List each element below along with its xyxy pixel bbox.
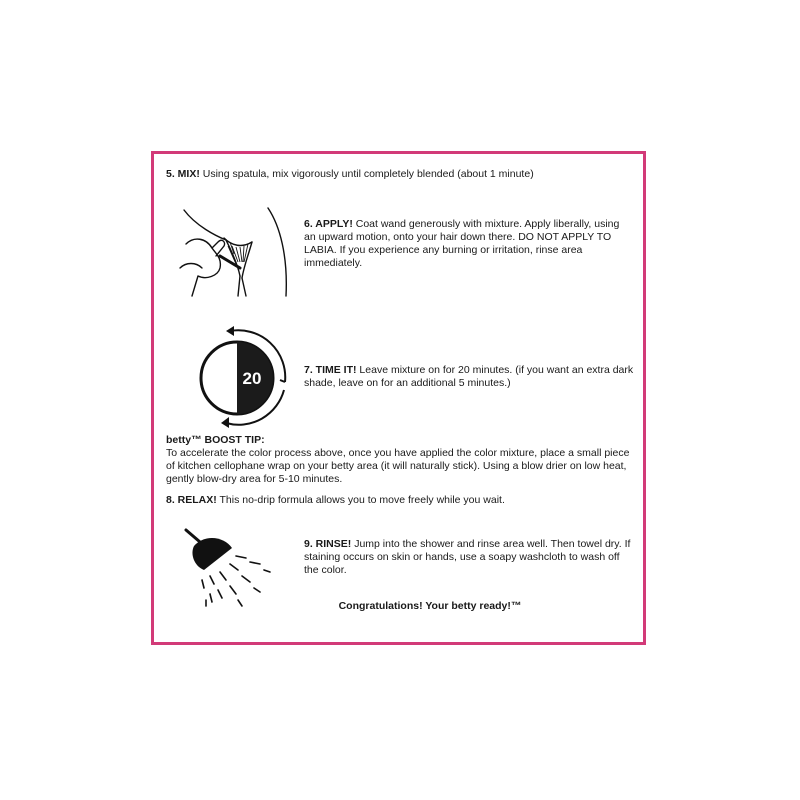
step-apply-text: Coat wand generously with mixture. Apply liberally, using an upward motion, onto your hair down there. DO NOT APPLY TO LABIA. If you experience any burning or irritation, rinse area immediately. [304, 218, 620, 269]
step-mix-label: 5. MIX! [166, 168, 200, 180]
boost-tip [166, 434, 638, 486]
boost-tip-title: betty™ BOOST TIP: [166, 434, 265, 446]
step-relax-text: This no-drip formula allows you to move freely while you wait. [219, 494, 505, 506]
step-apply-label: 6. APPLY! [304, 218, 353, 230]
applying-wand-illustration-icon [176, 206, 296, 298]
step-time-label: 7. TIME IT! [304, 364, 357, 376]
step-rinse-label: 9. RINSE! [304, 538, 352, 550]
step-mix [166, 168, 636, 181]
step-rinse [304, 538, 634, 577]
step-apply [304, 218, 624, 270]
boost-tip-text: To accelerate the color process above, once you have applied the color mixture, place a small piece of kitchen cellophane wrap on your betty area (it will naturally stick). Using a blow drier on low heat, gently blow-dry area for 5-10 minutes. [166, 447, 630, 485]
step-time-text: Leave mixture on for 20 minutes. (if you want an extra dark shade, leave on for an additional 5 minutes.) [304, 364, 634, 389]
timer-icon [196, 320, 296, 430]
step-rinse-text: Jump into the shower and rinse area well. Then towel dry. If staining occurs on skin or hands, use a soapy washcloth to wash off the color. [304, 538, 631, 576]
step-relax-label: 8. RELAX! [166, 494, 217, 506]
closing-message: Congratulations! Your betty ready!™ [338, 600, 522, 612]
timer-value: 20 [242, 369, 262, 388]
shower-head-icon [180, 520, 276, 612]
step-time [304, 364, 634, 390]
step-relax [166, 494, 636, 507]
step-mix-text: Using spatula, mix vigorously until completely blended (about 1 minute) [202, 168, 534, 180]
